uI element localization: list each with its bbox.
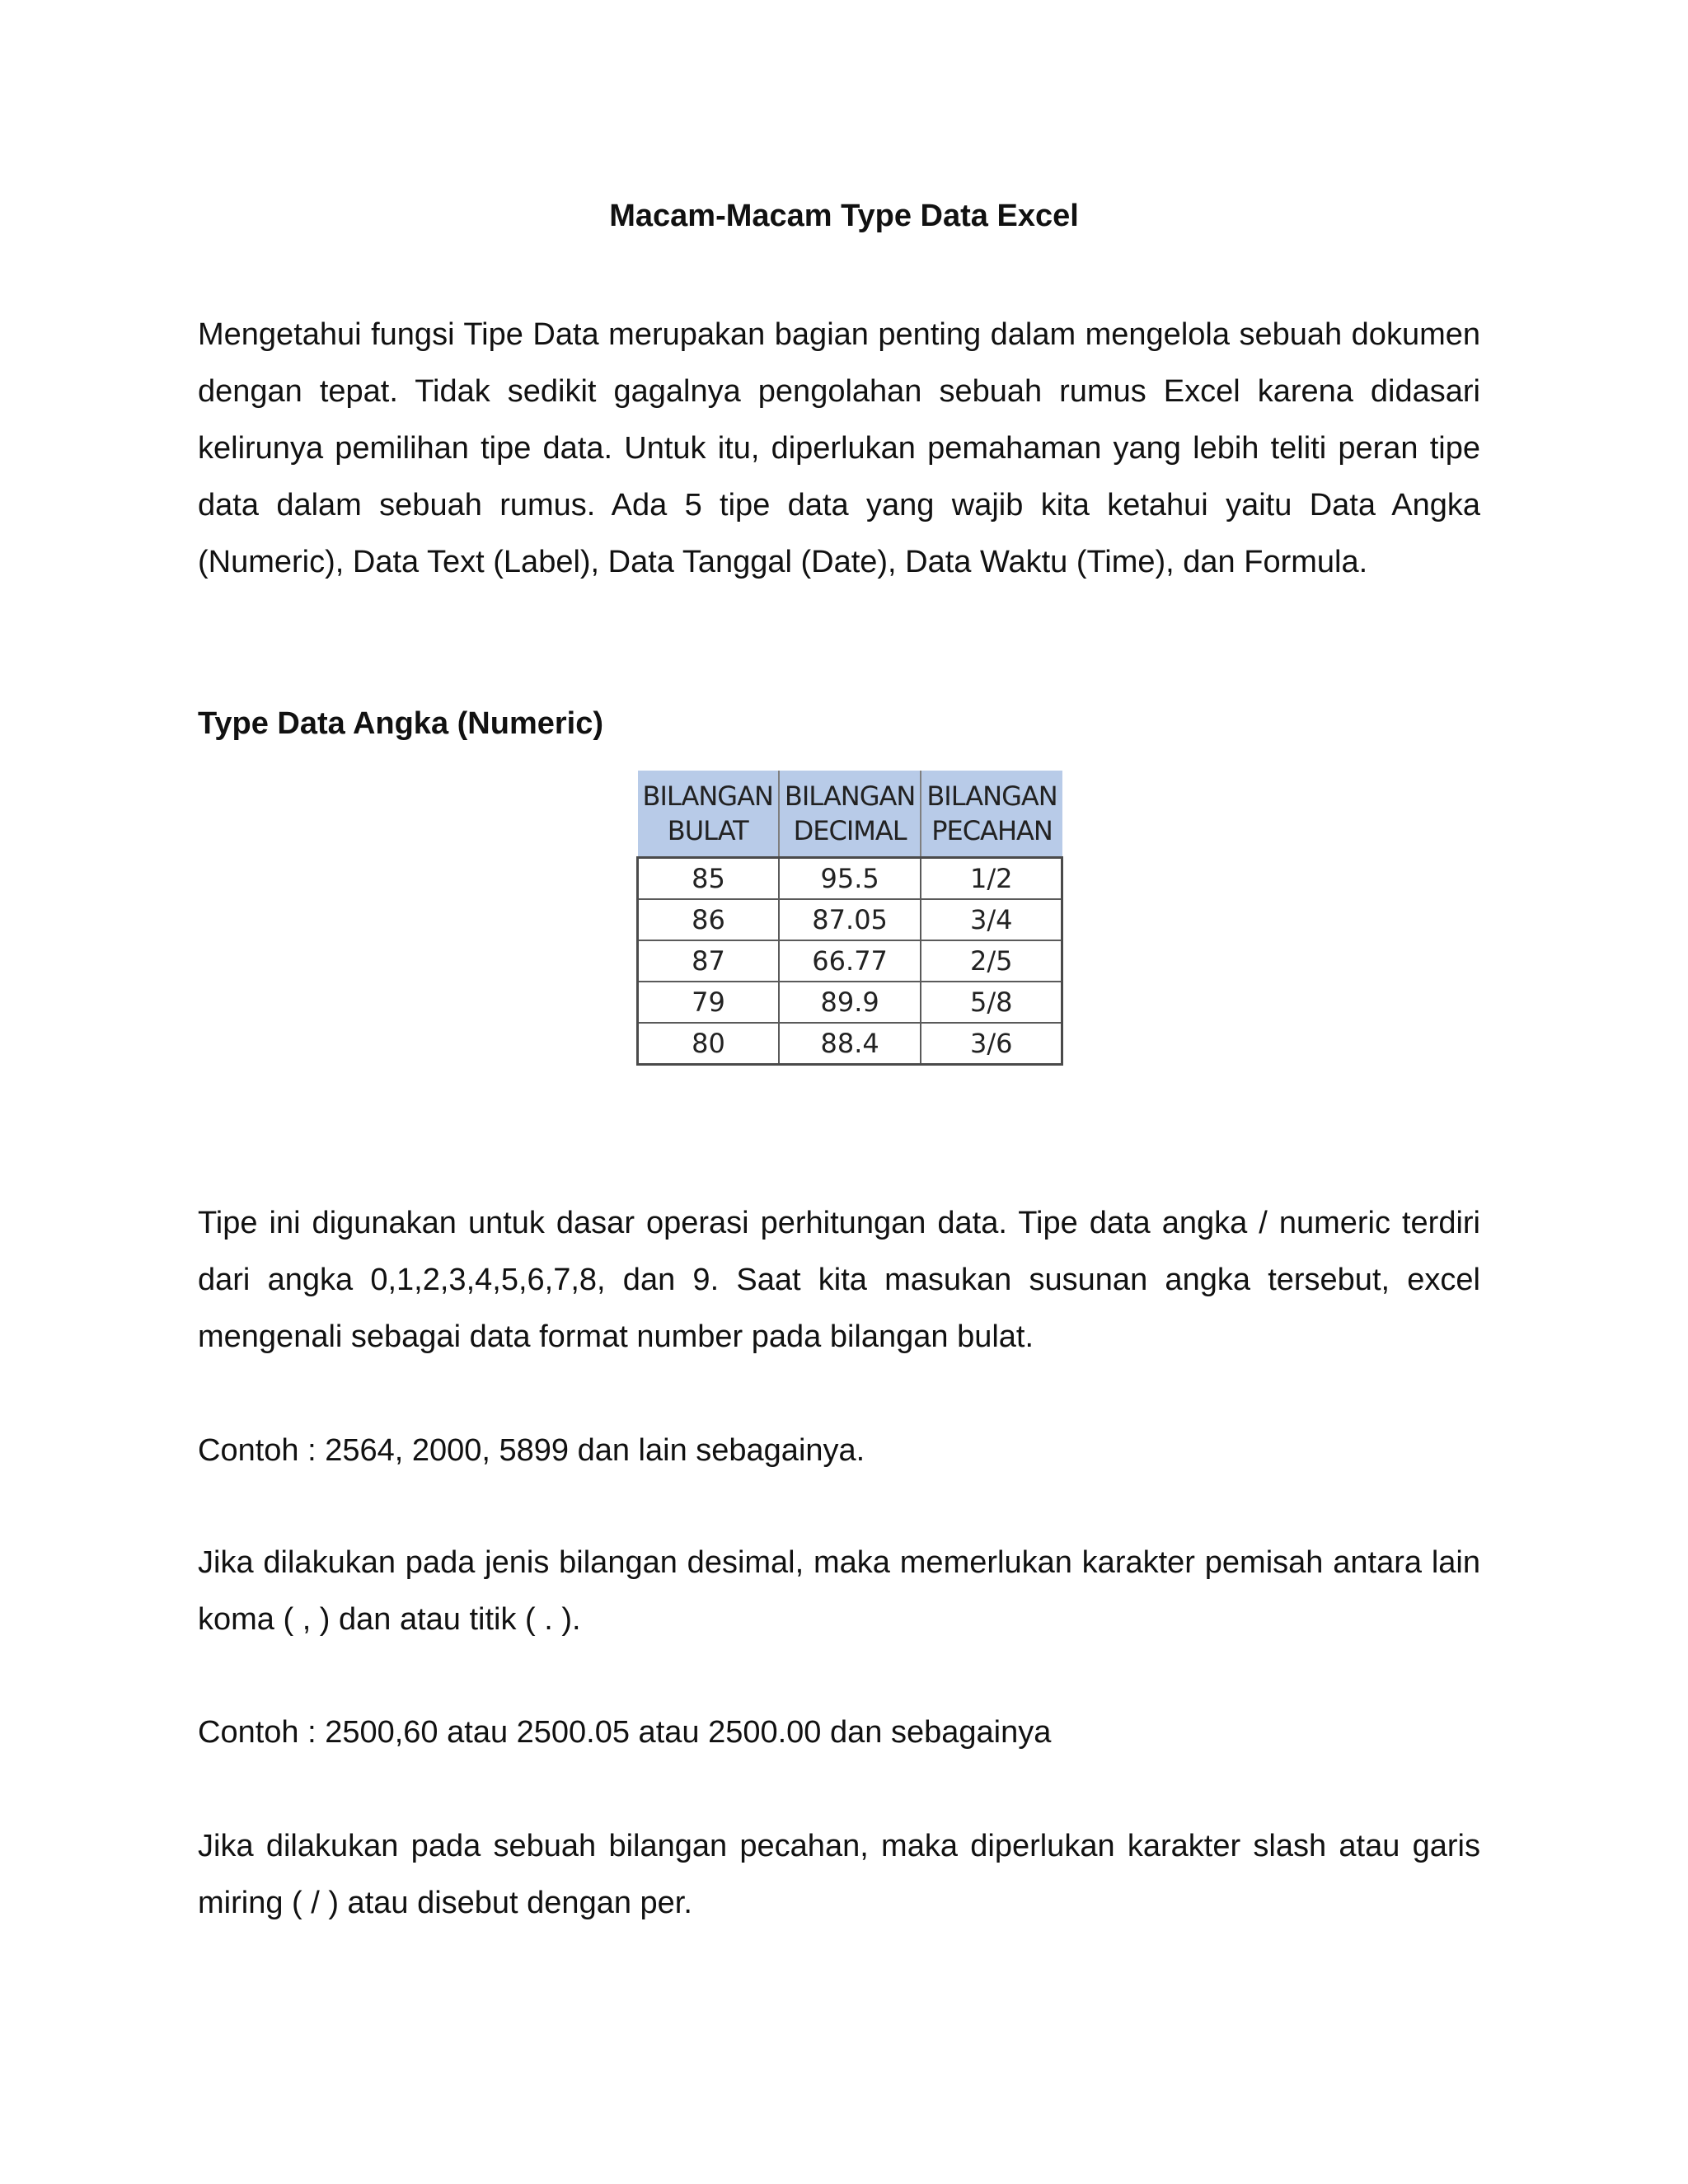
table-row — [638, 899, 1062, 940]
table-row — [638, 858, 1062, 900]
table-cell: 5/8 — [921, 982, 1062, 1023]
table-cell: 95.5 — [779, 858, 921, 900]
fraction-description-paragraph: Jika dilakukan pada sebuah bilangan pecahan, maka diperlukan karakter slash atau garis miring ( / ) atau disebut dengan per. — [198, 1829, 1480, 1920]
table-cell: 1/2 — [921, 858, 1062, 900]
document-title: Macam-Macam Type Data Excel — [609, 199, 1079, 233]
section-heading-numeric: Type Data Angka (Numeric) — [198, 706, 603, 741]
table-cell: 87 — [638, 940, 779, 982]
table-cell: 3/6 — [921, 1023, 1062, 1065]
table-row — [638, 940, 1062, 982]
table-cell: 80 — [638, 1023, 779, 1065]
numeric-table — [636, 771, 1063, 1066]
table-cell: 86 — [638, 899, 779, 940]
table-cell: 88.4 — [779, 1023, 921, 1065]
header-bilangan-bulat: BILANGAN BULAT — [638, 771, 779, 858]
table-cell: 85 — [638, 858, 779, 900]
table-cell: 2/5 — [921, 940, 1062, 982]
example-integer-paragraph: Contoh : 2564, 2000, 5899 dan lain sebagainya. — [198, 1433, 865, 1468]
table-cell: 89.9 — [779, 982, 921, 1023]
numeric-table-image — [631, 771, 1057, 1069]
decimal-description-paragraph: Jika dilakukan pada jenis bilangan desimal, maka memerlukan karakter pemisah antara lain koma ( , ) dan atau titik ( . ). — [198, 1545, 1480, 1637]
header-bilangan-pecahan: BILANGAN PECAHAN — [921, 771, 1062, 858]
table-cell: 66.77 — [779, 940, 921, 982]
numeric-description-paragraph: Tipe ini digunakan untuk dasar operasi perhitungan data. Tipe data angka / numeric terdiri dari angka 0,1,2,3,4,5,6,7,8, dan 9. Saat kita masukan susunan angka tersebut, excel mengenali sebagai data format number pada bilangan bulat. — [198, 1206, 1480, 1354]
intro-paragraph: Mengetahui fungsi Tipe Data merupakan bagian penting dalam mengelola sebuah dokumen dengan tepat. Tidak sedikit gagalnya pengolahan sebuah rumus Excel karena didasari kelirunya pemilihan tipe data. Untuk itu, diperlukan pemahaman yang lebih teliti peran tipe data dalam sebuah rumus. Ada 5 tipe data yang wajib kita ketahui yaitu Data Angka (Numeric), Data Text (Label), Data Tanggal (Date), Data Waktu (Time), dan Formula. — [198, 317, 1480, 579]
header-bilangan-decimal: BILANGAN DECIMAL — [779, 771, 921, 858]
table-cell: 79 — [638, 982, 779, 1023]
table-cell: 87.05 — [779, 899, 921, 940]
table-cell: 3/4 — [921, 899, 1062, 940]
table-header-row — [638, 771, 1062, 858]
example-decimal-paragraph: Contoh : 2500,60 atau 2500.05 atau 2500.00 dan sebagainya — [198, 1715, 1052, 1750]
table-row — [638, 1023, 1062, 1065]
table-row — [638, 982, 1062, 1023]
